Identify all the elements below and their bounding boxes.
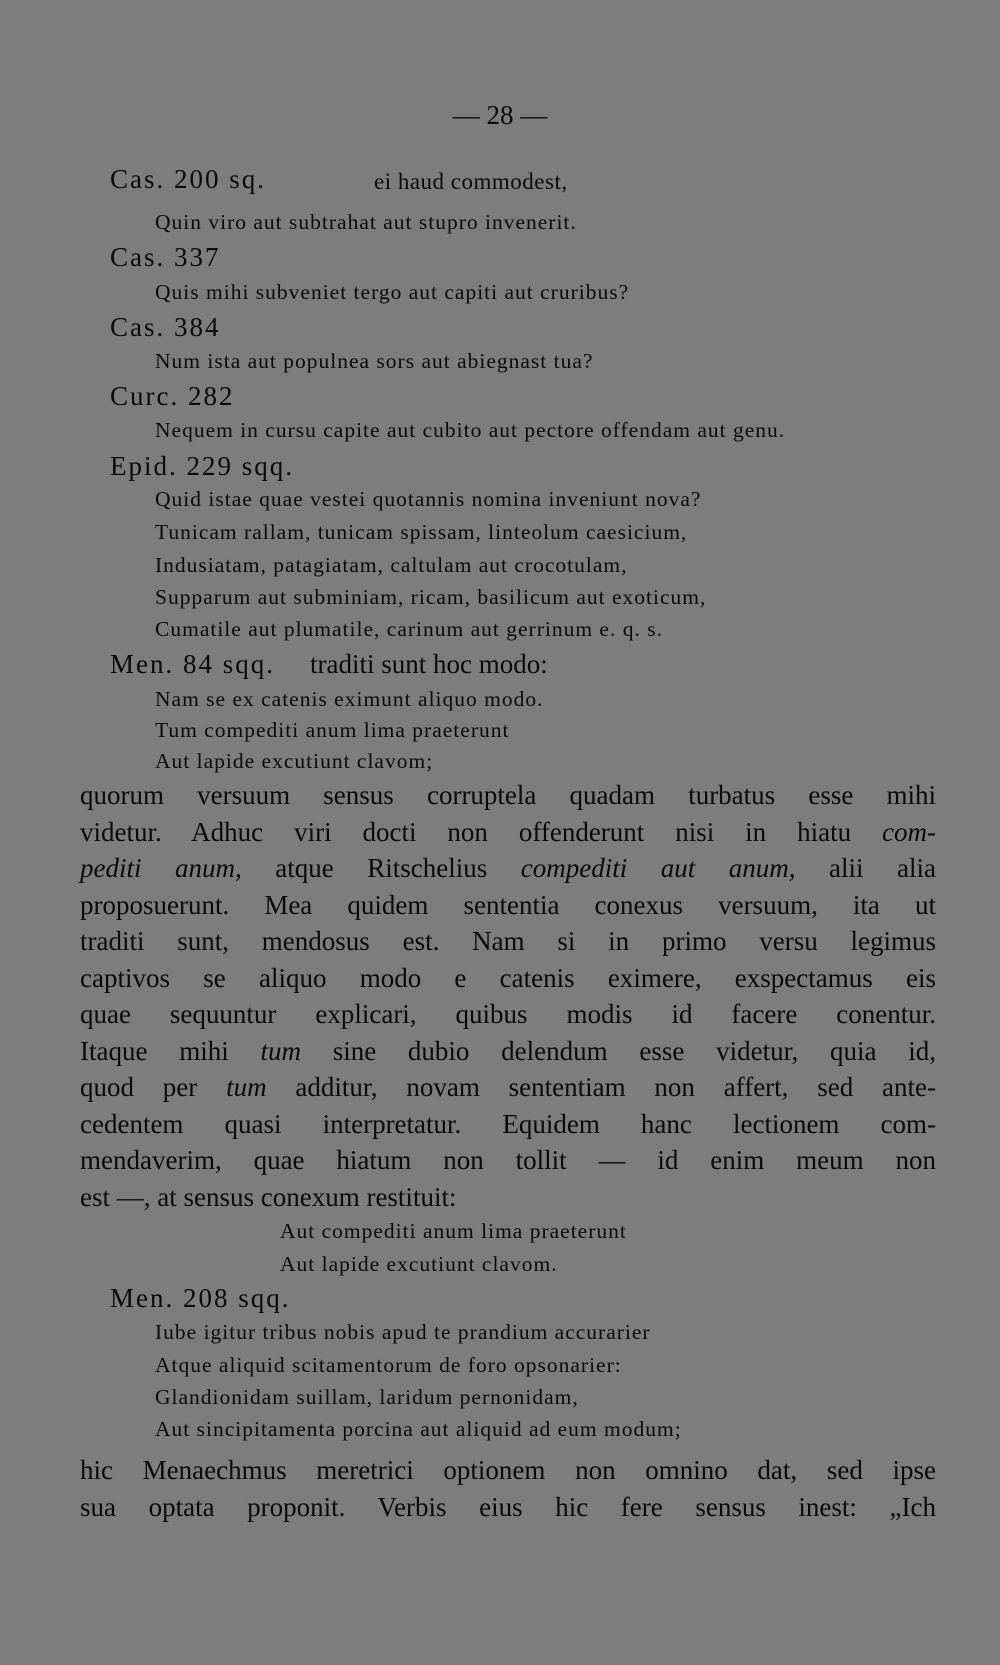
prose-line: cedentem quasi interpretatur. Equidem hanc lectionem com- <box>80 1108 936 1139</box>
citation-label: Men. 84 sqq. <box>110 649 275 679</box>
citation-label-text: Cas. 384 <box>110 312 221 342</box>
verse-line: Tum compediti anum lima praeterunt <box>155 718 510 742</box>
verse-line: Supparum aut subminiam, ricam, basilicum aut exoticum, <box>155 585 707 609</box>
verse-line: Cumatile aut plumatile, carinum aut gerrinum e. q. s. <box>155 617 663 641</box>
verse-line: Nam se ex catenis eximunt aliquo modo. <box>155 687 544 711</box>
citation-label-text: Men. 208 sqq. <box>110 1283 291 1313</box>
prose-line: quae sequuntur explicari, quibus modis id facere conentur. <box>80 999 936 1029</box>
verse-line: Glandionidam suillam, laridum pernonidam, <box>155 1385 579 1409</box>
text-run: alii alia <box>795 853 936 883</box>
citation-label-text: Cas. 337 <box>110 242 221 272</box>
citation-label-text: Curc. 282 <box>110 381 235 411</box>
text-run: atque Ritschelius <box>241 853 521 883</box>
citation <box>110 164 568 195</box>
verse-line: Aut lapide excutiunt clavom; <box>155 749 434 773</box>
citation-label <box>110 312 221 343</box>
verse-line: Num ista aut populnea sors aut abiegnast tua? <box>155 349 594 373</box>
prose-line: proposuerunt. Mea quidem sententia conexus versuum, ita ut <box>80 889 936 920</box>
text-run: videtur. Adhuc viri docti non offenderunt nisi in hiatu <box>80 816 852 847</box>
verse-line: Quid istae quae vestei quotannis nomina inveniunt nova? <box>155 487 702 511</box>
prose-paragraph <box>80 1452 936 1525</box>
prose-paragraph <box>80 777 936 1215</box>
page-number: — 28 — <box>452 100 548 130</box>
prose-line <box>80 850 936 887</box>
citation-label <box>110 451 294 482</box>
italic-run: pediti anum, <box>80 853 242 883</box>
verse-line: Aut sincipitamenta porcina aut aliquid ad eum modum; <box>155 1417 682 1441</box>
citation-label <box>110 242 221 273</box>
italic-run: compediti aut anum, <box>520 853 796 883</box>
citation-label <box>110 1283 291 1314</box>
verse-line: Atque aliquid scitamentorum de foro opsonarier: <box>155 1353 622 1377</box>
prose-line: traditi sunt, mendosus est. Nam si in primo versu legimus <box>80 926 936 956</box>
verse-line: Quin viro aut subtrahat aut stupro invenerit. <box>155 210 577 234</box>
prose-line: captivos se aliquo modo e catenis eximere, exspectamus eis <box>80 962 936 993</box>
verse-line: Quis mihi subveniet tergo aut capiti aut cruribus? <box>155 280 630 304</box>
citation-label <box>110 381 234 412</box>
verse-line: Indusiatam, patagiatam, caltulam aut crocotulam, <box>155 553 628 577</box>
italic-run: tum <box>260 1035 301 1066</box>
prose-line: quorum versuum sensus corruptela quadam turbatus esse mihi <box>80 780 936 810</box>
citation-text: traditi sunt hoc modo: <box>310 649 548 679</box>
verse-line: Aut compediti anum lima praeterunt <box>280 1219 627 1243</box>
text-run: Itaque mihi <box>80 1035 261 1066</box>
italic-run: com- <box>882 816 937 847</box>
prose-line: mendaverim, quae hiatum non tollit — id enim meum non <box>80 1145 936 1175</box>
prose-line: hic Menaechmus meretrici optionem non omnino dat, sed ipse <box>80 1455 936 1485</box>
verse-line: Aut lapide excutiunt clavom. <box>280 1252 558 1276</box>
verse-line: Nequem in cursu capite aut cubito aut pectore offendam aut genu. <box>155 418 786 442</box>
prose-line: est —, at sensus conexum restituit: <box>80 1181 457 1212</box>
prose-line <box>80 1033 936 1070</box>
text-run: sine dubio delendum esse videtur, quia id, <box>300 1035 936 1066</box>
prose-line: sua optata proponit. Verbis eius hic fere sensus inest: „Ich <box>80 1491 936 1522</box>
verse-line: Iube igitur tribus nobis apud te prandium accurarier <box>155 1320 651 1344</box>
text-run: additur, novam sententiam non affert, sed ante- <box>266 1072 936 1102</box>
italic-run: tum <box>226 1072 267 1102</box>
prose-line <box>80 814 936 851</box>
prose-line <box>80 1069 936 1106</box>
citation-label-text: Epid. 229 sqq. <box>110 451 295 481</box>
text-run: quod per <box>80 1072 227 1102</box>
citation-label: Cas. 200 sq. <box>110 164 267 194</box>
citation-text: ei haud commodest, <box>374 169 568 194</box>
citation <box>110 649 548 680</box>
verse-line: Tunicam rallam, tunicam spissam, linteolum caesicium, <box>155 520 688 544</box>
